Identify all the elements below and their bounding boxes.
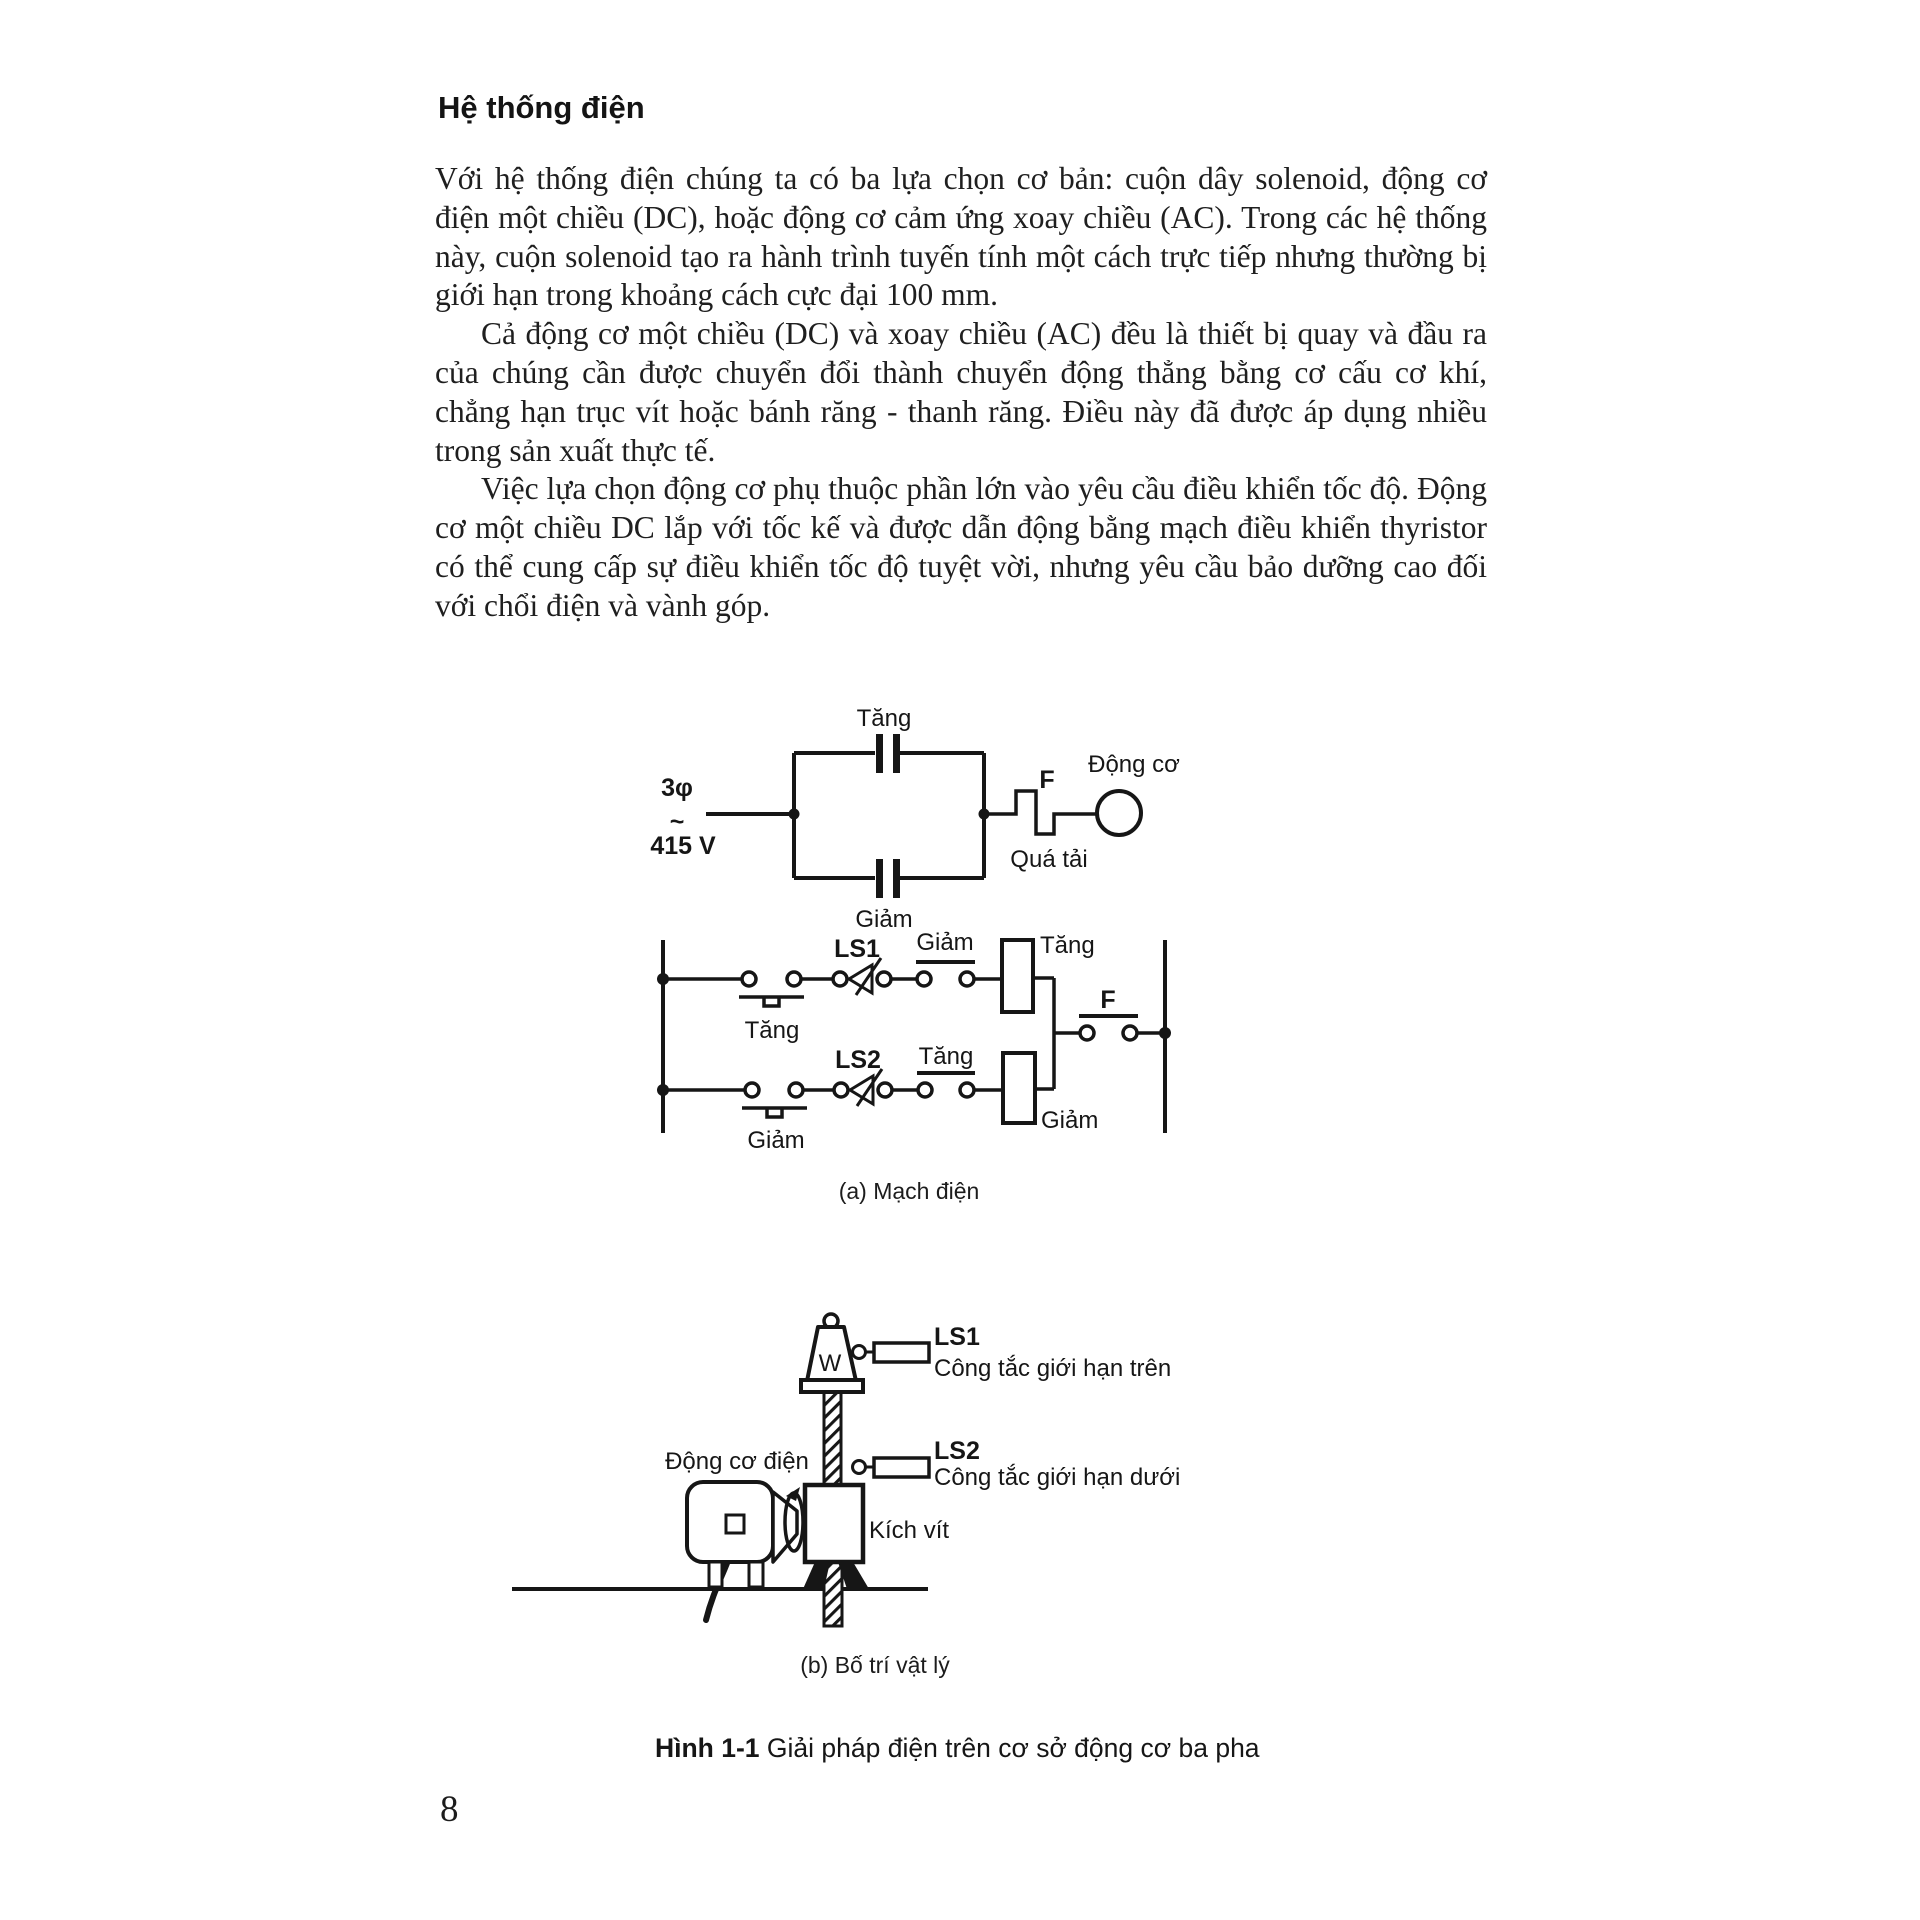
ls1-roller xyxy=(853,1346,866,1359)
ls2-body xyxy=(874,1458,929,1477)
ls2-tag: LS2 xyxy=(934,1437,980,1465)
subcaption-b: (b) Bố trí vật lý xyxy=(800,1652,950,1678)
weight-flange xyxy=(801,1380,863,1392)
pushbutton-lower-label: Giảm xyxy=(747,1127,805,1154)
motor-circle xyxy=(1097,791,1141,835)
fuse-contact-label: F xyxy=(1100,986,1116,1014)
figure-caption-number: Hình 1-1 xyxy=(655,1733,760,1763)
contactor-raise-label: Tăng xyxy=(856,705,912,732)
paragraph-2: Cả động cơ một chiều (DC) và xoay chiều (AC) đều là thiết bị quay và đầu ra của chúng cần được chuyển đổi thành chuyển động thẳng bằng cơ cấu cơ khí, chẳng hạn trục vít hoặc bánh răng - thanh răng. Điều này đã được áp dụng nhiều trong sản xuất thực tế. xyxy=(435,316,1487,468)
overload-label: Quá tải xyxy=(1010,846,1088,873)
ls2-label: LS2 xyxy=(835,1046,881,1074)
coil-lower xyxy=(1003,1053,1035,1123)
lead-screw-upper xyxy=(824,1392,841,1486)
jack-label: Kích vít xyxy=(869,1517,950,1544)
no-raise-label: Tăng xyxy=(918,1043,974,1070)
motor-label-b: Động cơ điện xyxy=(665,1448,809,1475)
pushbutton-raise-label: Tăng xyxy=(744,1017,800,1044)
ls1-label: LS1 xyxy=(834,935,880,963)
ls1-tag: LS1 xyxy=(934,1323,980,1351)
contactor-raise-plate xyxy=(876,734,883,773)
supply-phase-label: 3φ xyxy=(661,774,693,802)
paragraph-3: Việc lựa chọn động cơ phụ thuộc phần lớn vào yêu cầu điều khiển tốc độ. Động cơ một chiều DC lắp với tốc kế và được dẫn động bằng mạch điều khiển thyristor có thể cung cấp sự điều khiển tốc độ tuyệt vời, nhưng yêu cầu bảo dưỡng cao đối với chổi điện và vành góp. xyxy=(435,471,1487,623)
contactor-lower-label: Giảm xyxy=(855,906,913,933)
ls1-description: Công tắc giới hạn trên xyxy=(934,1355,1172,1382)
motor-label: Động cơ xyxy=(1088,751,1180,778)
supply-voltage-label: 415 V xyxy=(650,832,716,860)
coil-lower-label: Giảm xyxy=(1041,1107,1099,1134)
page-title: Hệ thống điện xyxy=(438,90,645,125)
paragraph-1: Với hệ thống điện chúng ta có ba lựa chọn cơ bản: cuộn dây solenoid, động cơ điện một chiều (DC), hoặc động cơ cảm ứng xoay chiều (AC). Trong các hệ thống này, cuộn solenoid tạo ra hành trình tuyến tính một cách trực tiếp nhưng thường bị giới hạn trong khoảng cách cực đại 100 mm. xyxy=(435,161,1487,313)
power-circuit xyxy=(650,705,1180,933)
coil-raise xyxy=(1002,940,1033,1012)
figure-caption-text: Giải pháp điện trên cơ sở động cơ ba pha xyxy=(759,1733,1260,1763)
circuit-diagram xyxy=(630,690,1240,1160)
ls2-description: Công tắc giới hạn dưới xyxy=(934,1464,1181,1491)
ls2-roller xyxy=(853,1461,866,1474)
pushbutton-raise xyxy=(739,997,804,1006)
motor-foot xyxy=(709,1562,722,1587)
contactor-raise-plate xyxy=(893,734,900,773)
weight-label: W xyxy=(818,1350,842,1377)
junction-dot xyxy=(789,809,800,820)
nc-lower-label: Giảm xyxy=(916,929,974,956)
motor-terminal-box xyxy=(726,1515,744,1533)
contactor-lower-plate xyxy=(876,859,883,898)
subcaption-a: (a) Mạch điện xyxy=(838,1178,980,1204)
figure-caption xyxy=(655,1733,1260,1764)
fuse-label: F xyxy=(1039,766,1055,794)
supply-ac-symbol: ~ xyxy=(669,808,685,836)
body-text xyxy=(435,160,1487,626)
overload-symbol xyxy=(984,791,1096,834)
page-number: 8 xyxy=(440,1789,459,1830)
contactor-lower-plate xyxy=(893,859,900,898)
pushbutton-lower xyxy=(742,1108,807,1117)
coil-raise-label: Tăng xyxy=(1040,932,1095,959)
ls1-body xyxy=(874,1343,929,1362)
ladder-circuit xyxy=(657,929,1171,1154)
motor-foot xyxy=(749,1562,763,1587)
jack-box xyxy=(805,1485,863,1562)
